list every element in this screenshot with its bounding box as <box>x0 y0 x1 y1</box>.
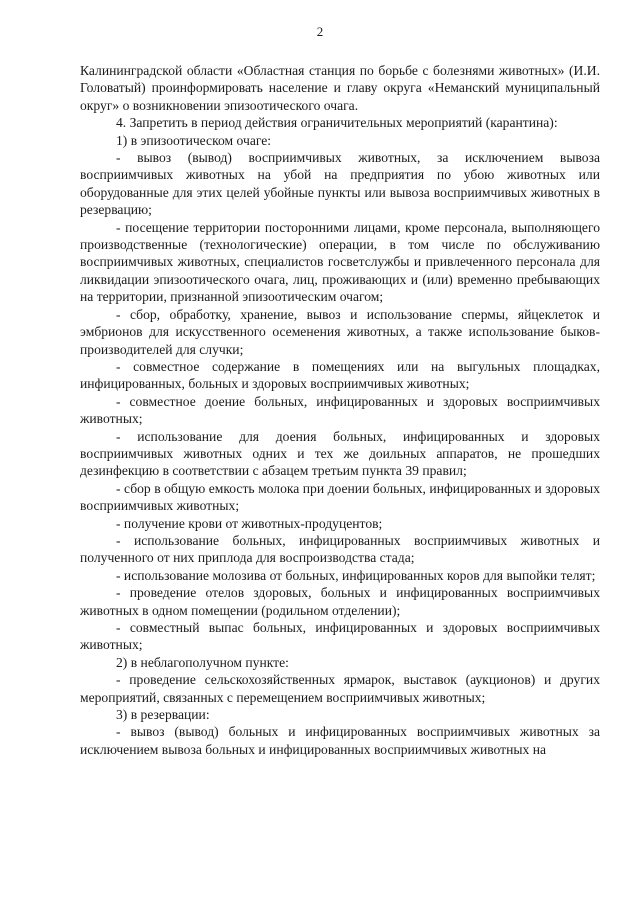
paragraph-bullet: - использование больных, инфицированных восприимчивых животных и полученного от них приплода для воспроизводства стада; <box>80 532 600 566</box>
document-body <box>80 62 600 758</box>
paragraph-bullet: - сбор в общую емкость молока при доении больных, инфицированных и здоровых восприимчивых животных; <box>80 480 600 514</box>
paragraph-bullet: - использование для доения больных, инфицированных и здоровых восприимчивых животных одних и тех же доильных аппаратов, не прошедших дезинфекцию в соответствии с абзацем третьим пункта 39 правил; <box>80 428 600 479</box>
paragraph-subitem-2: 2) в неблагополучном пункте: <box>116 654 289 670</box>
paragraph-subitem-3: 3) в резервации: <box>116 707 210 723</box>
paragraph-bullet: - использование молозива от больных, инфицированных коров для выпойки телят; <box>116 567 596 583</box>
page-number: 2 <box>316 24 324 39</box>
paragraph-bullet: - сбор, обработку, хранение, вывоз и использование спермы, яйцеклеток и эмбрионов для искусственного осеменения животных, а также использование быков-производителей для случки; <box>80 306 600 357</box>
paragraph-bullet: - получение крови от животных-продуцентов; <box>116 515 383 531</box>
paragraph-subitem-1: 1) в эпизоотическом очаге: <box>116 132 272 148</box>
paragraph-bullet: - проведение отелов здоровых, больных и инфицированных восприимчивых животных в одном помещении (родильном отделении); <box>80 585 600 618</box>
paragraph-item-4: 4. Запретить в период действия ограничительных мероприятий (карантина): <box>116 115 558 131</box>
paragraph-bullet: - проведение сельскохозяйственных ярмарок, выставок (аукционов) и других мероприятий, связанных с перемещением восприимчивых животных; <box>80 672 600 705</box>
paragraph-bullet: - совместное доение больных, инфицированных и здоровых восприимчивых животных; <box>80 393 600 427</box>
paragraph-continuation: Калининградской области «Областная станция по борьбе с болезнями животных» (И.И. Головатый) проинформировать население и главу округа «Неманский муниципальный округ» о возникновении эпизоотического очага. <box>80 63 600 113</box>
paragraph-bullet: - совместное содержание в помещениях или на выгульных площадках, инфицированных, больных и здоровых восприимчивых животных; <box>80 358 600 392</box>
paragraph-bullet: - посещение территории посторонними лицами, кроме персонала, выполняющего производственные (технологические) операции, в том числе по обслуживанию восприимчивых животных, специалистов госветслужбы и привлеченного персонала для ликвидации эпизоотического очага, лиц, проживающих и (или) временно пребывающих на территории, признанной эпизоотическим очагом; <box>80 219 600 305</box>
paragraph-bullet: - вывоз (вывод) больных и инфицированных восприимчивых животных за исключением вывоза больных и инфицированных восприимчивых животных на <box>80 724 600 757</box>
paragraph-bullet: - совместный выпас больных, инфицированных и здоровых восприимчивых животных; <box>80 620 600 653</box>
paragraph-bullet: - вывоз (вывод) восприимчивых животных, за исключением вывоза восприимчивых животных на убой на предприятия по убою животных или оборудованные для этих целей убойные пункты или вывоза восприимчивых животных в резервацию; <box>80 150 600 218</box>
